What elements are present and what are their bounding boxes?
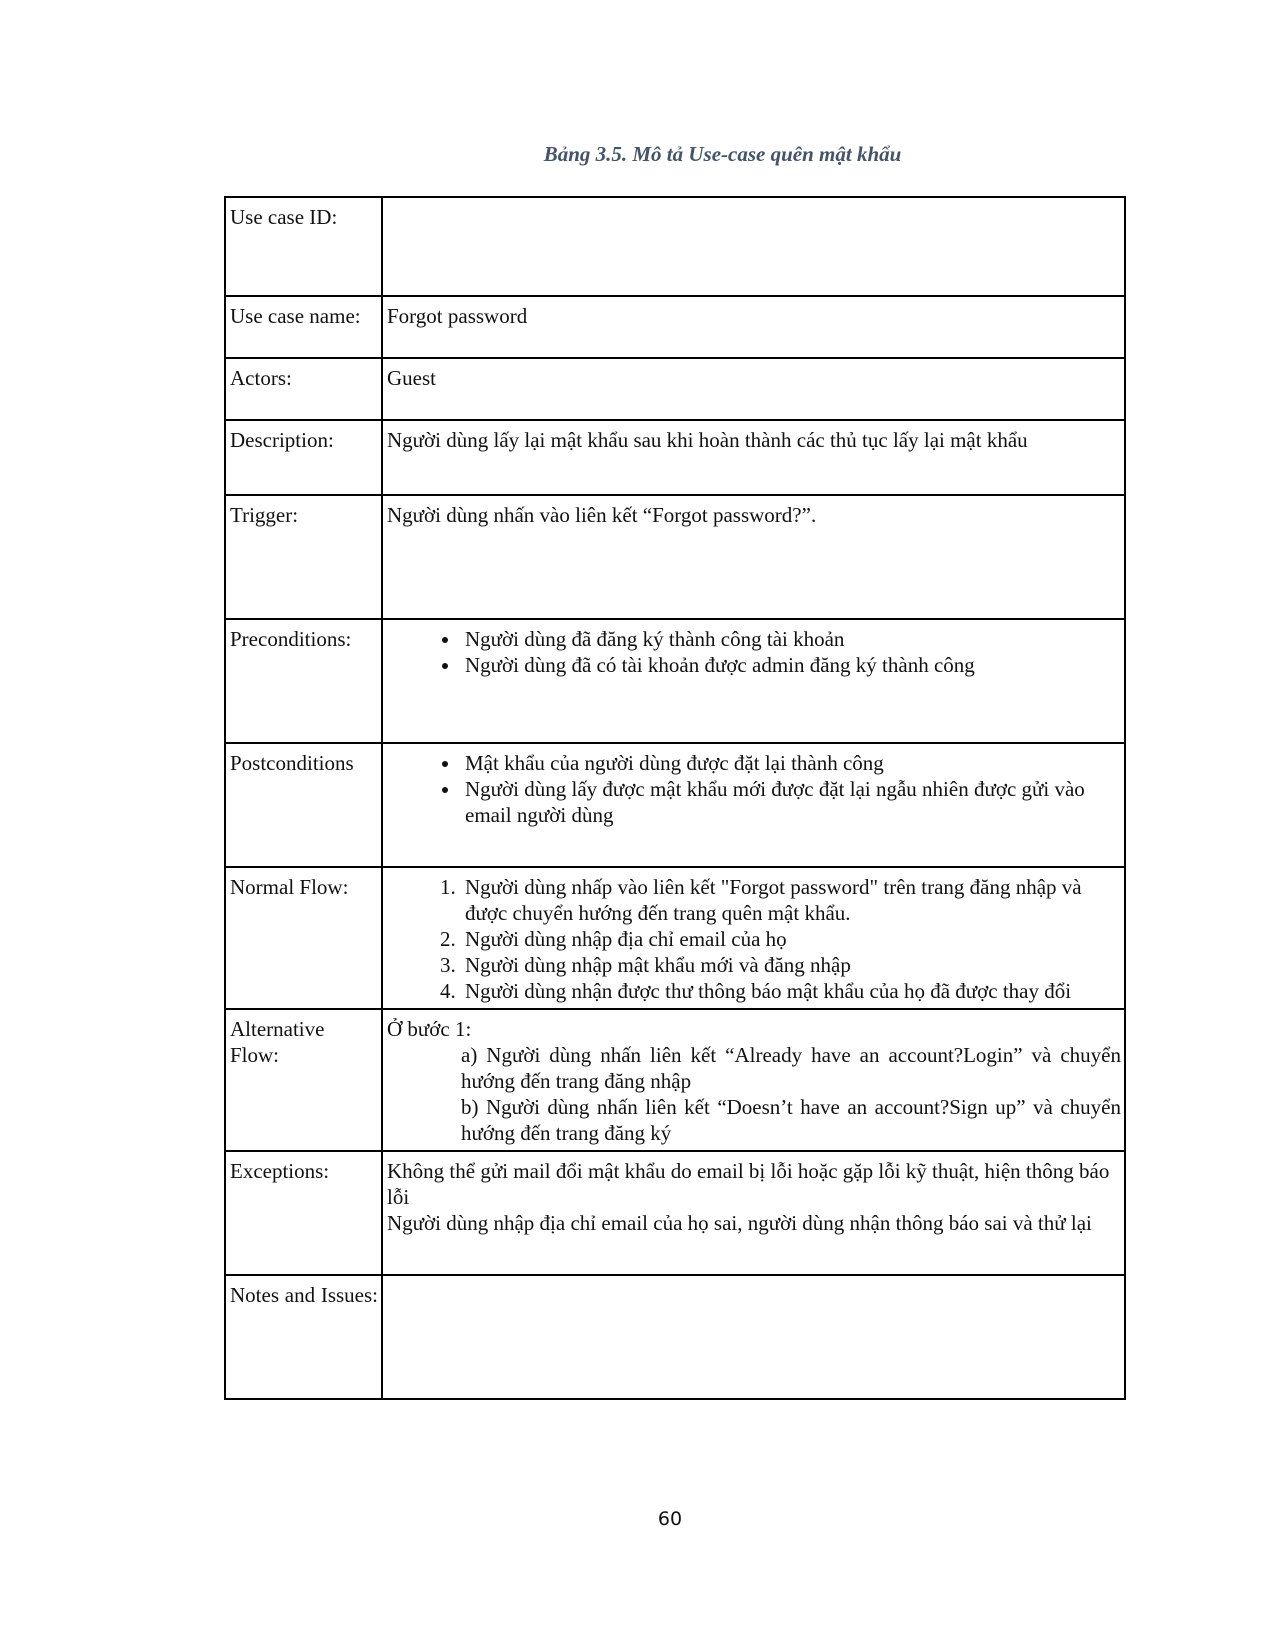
value-preconditions — [382, 619, 1125, 743]
alternative-flow-item: a) Người dùng nhấn liên kết “Already have an account?Login” và chuyển hướng đến trang đăng nhập — [461, 1043, 1121, 1093]
list-item: • Người dùng đã đăng ký thành công tài khoản — [461, 626, 1121, 652]
value-notes — [382, 1275, 1125, 1399]
list-item: 3. Người dùng nhập mật khẩu mới và đăng nhập — [461, 952, 1121, 978]
exception-item: Không thể gửi mail đổi mật khẩu do email bị lỗi hoặc gặp lỗi kỹ thuật, hiện thông báo lỗi — [387, 1159, 1110, 1209]
normal-flow-list — [387, 874, 1121, 1004]
label-trigger: Trigger: — [225, 495, 382, 619]
row-use-case-name — [225, 296, 1125, 358]
list-item: 4. Người dùng nhận được thư thông báo mật khẩu của họ đã được thay đổi — [461, 978, 1121, 1004]
row-actors — [225, 358, 1125, 420]
list-item: • Mật khẩu của người dùng được đặt lại thành công — [461, 750, 1121, 776]
page-number: 60 — [657, 1508, 683, 1530]
alternative-flow-item: b) Người dùng nhấn liên kết “Doesn’t have an account?Sign up” và chuyển hướng đến trang đăng ký — [461, 1095, 1121, 1145]
label-notes: Notes and Issues: — [225, 1275, 382, 1399]
value-actors: Guest — [382, 358, 1125, 420]
value-exceptions — [382, 1151, 1125, 1275]
preconditions-list — [387, 626, 1121, 678]
alternative-flow-intro: Ở bước 1: — [387, 1017, 472, 1041]
row-trigger — [225, 495, 1125, 619]
table-caption: Bảng 3.5. Mô tả Use-case quên mật khẩu — [543, 142, 902, 166]
list-item: • Người dùng đã có tài khoản được admin đăng ký thành công — [461, 652, 1121, 678]
row-postconditions — [225, 743, 1125, 867]
value-trigger: Người dùng nhấn vào liên kết “Forgot password?”. — [382, 495, 1125, 619]
label-alternative-flow: Alternative Flow: — [225, 1009, 382, 1151]
exception-item: Người dùng nhập địa chỉ email của họ sai, người dùng nhận thông báo sai và thử lại — [387, 1211, 1092, 1235]
label-preconditions: Preconditions: — [225, 619, 382, 743]
value-description: Người dùng lấy lại mật khẩu sau khi hoàn thành các thủ tục lấy lại mật khẩu — [382, 420, 1125, 495]
label-description: Description: — [225, 420, 382, 495]
value-normal-flow — [382, 867, 1125, 1009]
row-preconditions — [225, 619, 1125, 743]
row-description — [225, 420, 1125, 495]
list-item: 2. Người dùng nhập địa chỉ email của họ — [461, 926, 1121, 952]
value-use-case-name: Forgot password — [382, 296, 1125, 358]
label-actors: Actors: — [225, 358, 382, 420]
label-postconditions: Postconditions — [225, 743, 382, 867]
label-use-case-id: Use case ID: — [225, 197, 382, 296]
use-case-table — [224, 196, 1126, 1400]
value-use-case-id — [382, 197, 1125, 296]
label-use-case-name: Use case name: — [225, 296, 382, 358]
row-use-case-id — [225, 197, 1125, 296]
label-exceptions: Exceptions: — [225, 1151, 382, 1275]
list-item: 1. Người dùng nhấp vào liên kết "Forgot password" trên trang đăng nhập và được chuyển hướng đến trang quên mật khẩu. — [461, 874, 1121, 926]
list-item: • Người dùng lấy được mật khẩu mới được đặt lại ngẫu nhiên được gửi vào email người dùng — [461, 776, 1121, 828]
row-exceptions — [225, 1151, 1125, 1275]
value-alternative-flow — [382, 1009, 1125, 1151]
value-postconditions — [382, 743, 1125, 867]
row-notes — [225, 1275, 1125, 1399]
row-normal-flow — [225, 867, 1125, 1009]
row-alternative-flow — [225, 1009, 1125, 1151]
postconditions-list — [387, 750, 1121, 828]
label-normal-flow: Normal Flow: — [225, 867, 382, 1009]
